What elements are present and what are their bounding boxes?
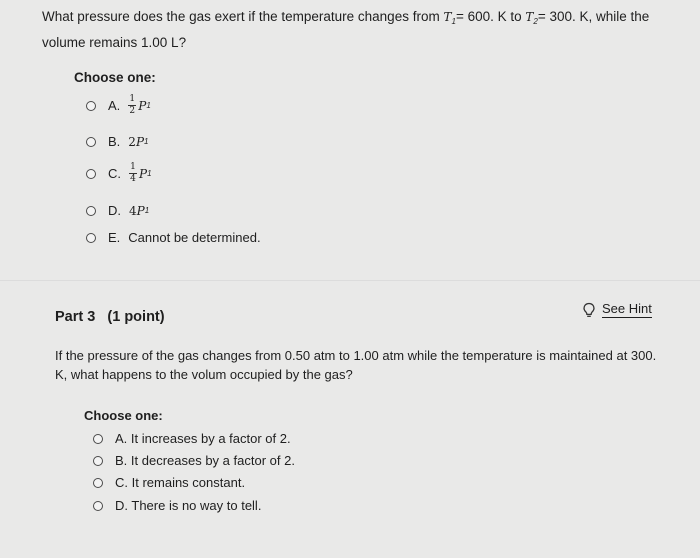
fraction <box>128 95 136 116</box>
radio-button[interactable] <box>86 206 96 216</box>
part2-option-d[interactable] <box>86 203 149 218</box>
part2-option-c[interactable] <box>86 163 152 184</box>
part2-question <box>42 6 662 53</box>
option-letter: B. <box>108 134 121 149</box>
pressure-symbol: P <box>135 134 145 149</box>
radio-button[interactable] <box>86 137 96 147</box>
t1-value: = 600. K to <box>455 9 526 24</box>
fraction <box>129 163 137 184</box>
option-letter: E. <box>108 230 121 245</box>
radio-button[interactable] <box>86 169 96 179</box>
see-hint-link[interactable] <box>582 301 652 318</box>
part-points: (1 point) <box>107 309 165 325</box>
option-text: A. It increases by a factor of 2. <box>115 431 291 446</box>
t1-subscript: 1 <box>451 17 456 26</box>
pressure-subscript: 1 <box>147 169 152 178</box>
part3-option-b[interactable] <box>93 453 295 468</box>
radio-button[interactable] <box>86 101 96 111</box>
coefficient: 4 <box>129 203 137 218</box>
t2-value: = 300. K, while the volume remains 1.00 L? <box>42 9 650 50</box>
part3-heading <box>55 309 165 325</box>
coefficient: 2 <box>128 134 136 149</box>
pressure-symbol: P <box>138 98 147 113</box>
fraction-denominator: 4 <box>130 174 136 184</box>
part2-option-b[interactable] <box>86 134 148 149</box>
option-text: D. There is no way to tell. <box>115 498 262 513</box>
part3-question: If the pressure of the gas changes from 0.50 atm to 1.00 atm while the temperature is maintained at 300. K, what happens to the volum occupied by the gas? <box>55 348 657 382</box>
radio-button[interactable] <box>93 456 103 466</box>
radio-button[interactable] <box>93 478 103 488</box>
part3-choose-label: Choose one: <box>84 408 163 423</box>
pressure-subscript: 1 <box>144 206 150 215</box>
pressure-subscript: 1 <box>146 101 151 110</box>
part3-option-d[interactable] <box>93 498 261 513</box>
lightbulb-icon <box>582 302 596 318</box>
radio-button[interactable] <box>86 233 96 243</box>
section-divider <box>0 280 700 281</box>
fraction-denominator: 2 <box>129 106 136 116</box>
option-letter: D. <box>108 203 121 218</box>
option-text: Cannot be determined. <box>128 230 261 245</box>
pressure-subscript: 1 <box>144 137 149 146</box>
part2-option-a[interactable] <box>86 95 151 116</box>
t2-subscript: 2 <box>533 17 538 26</box>
option-letter: C. <box>108 166 121 181</box>
radio-button[interactable] <box>93 434 103 444</box>
radio-button[interactable] <box>93 501 103 511</box>
part3-option-a[interactable] <box>93 431 291 446</box>
option-letter: A. <box>108 98 121 113</box>
t1-symbol: T <box>443 10 452 24</box>
fraction-numerator: 1 <box>130 162 136 172</box>
question-text: What pressure does the gas exert if the temperature changes from <box>42 9 444 24</box>
part3-option-c[interactable] <box>93 475 245 490</box>
option-text: C. It remains constant. <box>115 475 246 490</box>
pressure-symbol: P <box>136 203 145 218</box>
part-title: Part 3 <box>55 309 96 325</box>
hint-label[interactable]: See Hint <box>602 301 652 316</box>
fraction-numerator: 1 <box>129 94 136 104</box>
t2-symbol: T <box>525 10 534 24</box>
option-text: B. It decreases by a factor of 2. <box>115 453 295 468</box>
pressure-symbol: P <box>139 166 148 181</box>
part2-choose-label: Choose one: <box>74 70 156 85</box>
part2-option-e[interactable] <box>86 230 261 245</box>
